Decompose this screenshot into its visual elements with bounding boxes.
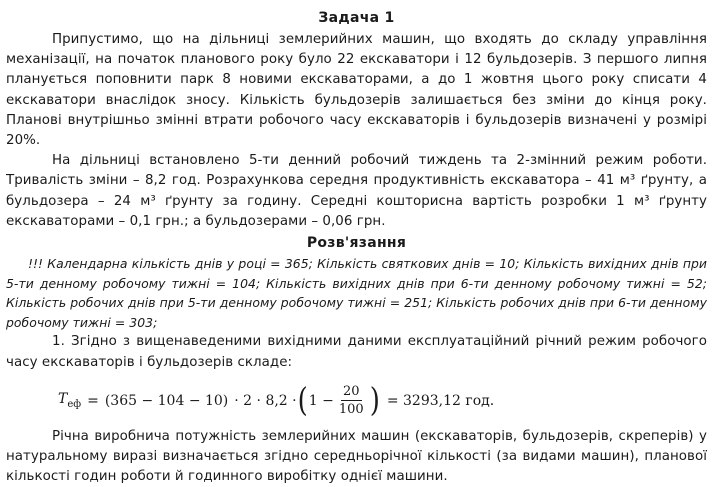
formula-one-minus: 1 − (308, 392, 334, 409)
formula-open-paren: ( (297, 382, 308, 420)
formula-group: (365 − 104 − 10) (104, 392, 229, 409)
formula (58, 381, 707, 421)
formula-lhs: $T_{еф}$ (58, 391, 82, 411)
formula-result: = 3293,12 год. (386, 392, 495, 409)
formula-multipliers: · 2 · 8,2 · (234, 392, 297, 409)
fraction-numerator: 20 (343, 384, 360, 400)
task-paragraph-1: Припустимо, що на дільниці землерийних машин, що входять до складу управління механізації, на початок планового року було 22 екскаватори і 12 бульдозерів. З першого липня планується поповнити парк 8 новими екскаваторами, а до 1 жовтня цього року списати 4 екскаватори внаслідок зносу. Кількість бульдозерів залишається без зміни до кінця року. Планові внутрішньо змінні втрати робочого часу екскаваторів і бульдозерів визначені у розмірі 20%. (6, 32, 707, 149)
solution-note: !!! Календарна кількість днів у році = 365; Кількість святкових днів = 10; Кількість вихідних днів при 5-ти денному робочому тижні = 104; Кількість вихідних днів при 6-ти денному робочому тижні = 52; Кількість робочих днів при 5-ти денному робочому тижні = 251; Кількість робочих днів при 6-ти денному робочому тижні = 303; (6, 256, 707, 330)
formula-fraction (337, 383, 366, 418)
formula-equals: = (87, 392, 99, 409)
formula-close-paren: ) (369, 382, 380, 420)
solution-paragraph-end: Річна виробнича потужність землерийних машин (екскаваторів, бульдозерів, скреперів) у натуральному виразі визначається згідно середньорічної кількості (за видами машин), планової кількості годин роботи й годинного виробітку однієї машини. (6, 428, 707, 485)
task-paragraph-2: На дільниці встановлено 5-ти денний робочий тиждень та 2-змінний режим роботи. Тривалість зміни – 8,2 год. Розрахункова середня продуктивність екскаватора – 41 м³ ґрунту, а бульдозера – 24 м³ ґрунту за годину. Середні кошторисна вартість розробки 1 м³ ґрунту екскаваторами – 0,1 грн.; а бульдозерами – 0,06 грн. (6, 153, 707, 229)
solution-title: Розв'язання (306, 235, 407, 252)
fraction-denominator: 100 (338, 402, 364, 418)
task-title: Задача 1 (318, 10, 395, 26)
solution-step-1: 1. Згідно з вищенаведеними вихідними даними експлуатаційний річний режим робочого часу екскаваторів і бульдозерів складе: (6, 334, 707, 370)
